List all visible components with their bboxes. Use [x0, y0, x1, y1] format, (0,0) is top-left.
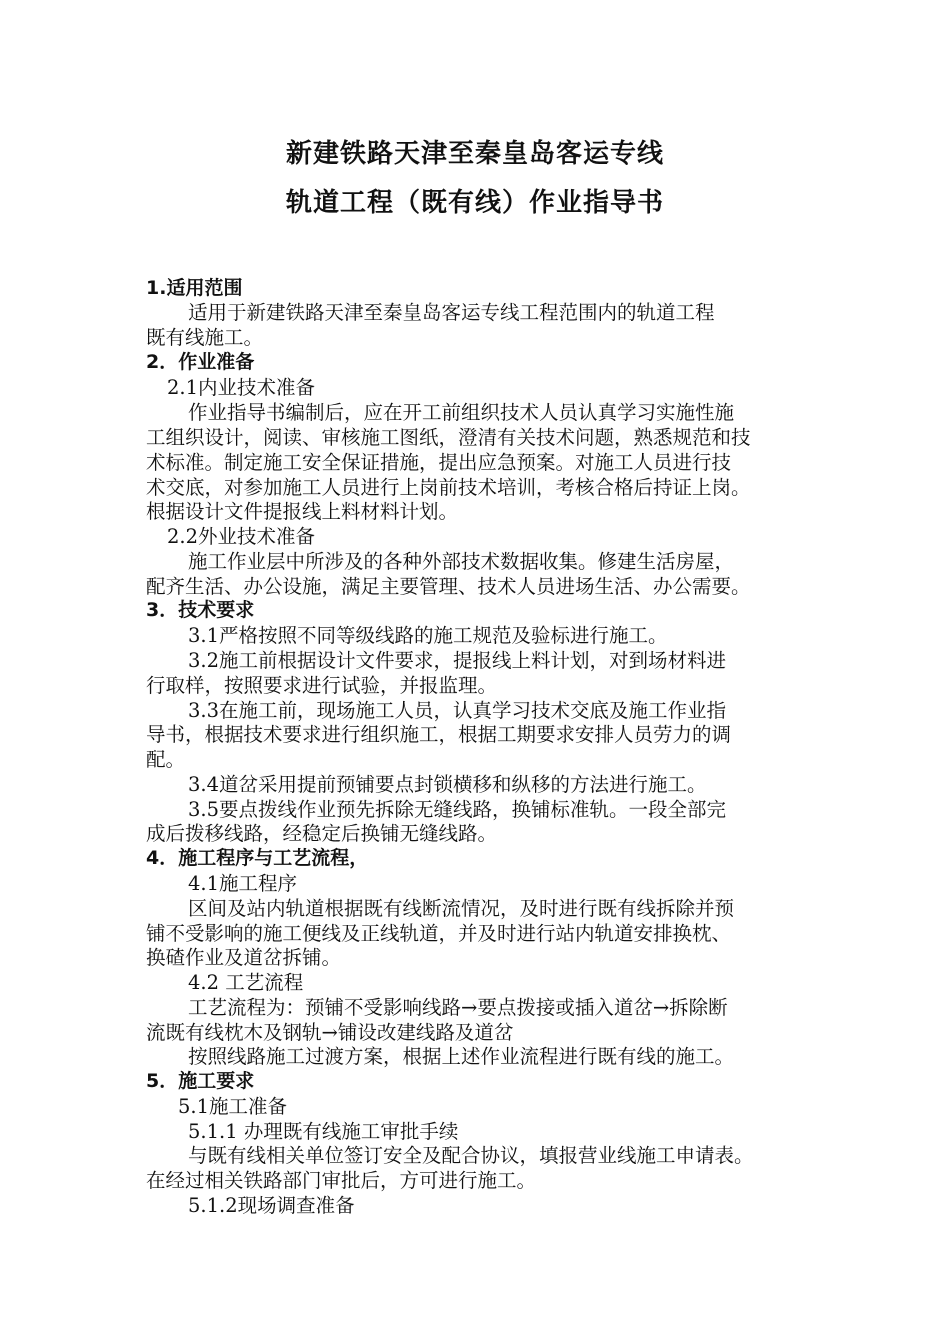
paragraph-line: 铺不受影响的施工便线及正线轨道，并及时进行站内轨道安排换枕、 [146, 922, 732, 945]
paragraph-line: 2.2外业技术准备 [167, 525, 316, 548]
paragraph-line: 区间及站内轨道根据既有线断流情况，及时进行既有线拆除并预 [188, 897, 735, 920]
paragraph-line: 流既有线枕木及钢轨→铺设改建线路及道岔 [146, 1021, 514, 1044]
paragraph-line: 5.1.2现场调查准备 [188, 1194, 355, 1217]
paragraph-line: 工组织设计，阅读、审核施工图纸，澄清有关技术问题，熟悉规范和技 [146, 426, 751, 449]
section-heading: 2．作业准备 [146, 351, 255, 373]
paragraph-line: 根据设计文件提报线上料材料计划。 [146, 500, 459, 523]
paragraph-line: 换碴作业及道岔拆铺。 [146, 946, 342, 969]
document-title-line-2: 轨道工程（既有线）作业指导书 [285, 188, 664, 218]
paragraph-line: 3.4道岔采用提前预铺要点封锁横移和纵移的方法进行施工。 [188, 773, 707, 796]
paragraph-line: 5.1.1 办理既有线施工审批手续 [188, 1120, 459, 1143]
paragraph-line: 配。 [146, 748, 186, 771]
document-title-line-1: 新建铁路天津至秦皇岛客运专线 [285, 139, 664, 169]
paragraph-line: 2.1内业技术准备 [167, 376, 316, 399]
paragraph-line: 作业指导书编制后，应在开工前组织技术人员认真学习实施性施 [188, 401, 735, 424]
paragraph-line: 3.2施工前根据设计文件要求，提报线上料计划，对到场材料进 [188, 649, 727, 672]
paragraph-line: 3.1严格按照不同等级线路的施工规范及验标进行施工。 [188, 624, 668, 647]
paragraph-line: 5.1施工准备 [178, 1095, 288, 1118]
paragraph-line: 术标准。制定施工安全保证措施，提出应急预案。对施工人员进行技 [146, 451, 732, 474]
paragraph-line: 配齐生活、办公设施，满足主要管理、技术人员进场生活、办公需要。 [146, 575, 751, 598]
paragraph-line: 按照线路施工过渡方案，根据上述作业流程进行既有线的施工。 [188, 1045, 735, 1068]
paragraph-line: 既有线施工。 [146, 326, 264, 349]
paragraph-line: 行取样，按照要求进行试验，并报监理。 [146, 674, 498, 697]
paragraph-line: 导书，根据技术要求进行组织施工，根据工期要求安排人员劳力的调 [146, 723, 732, 746]
paragraph-line: 4.1施工程序 [188, 872, 298, 895]
paragraph-line: 与既有线相关单位签订安全及配合协议，填报营业线施工申请表。 [188, 1144, 754, 1167]
section-heading: 4．施工程序与工艺流程， [146, 847, 369, 869]
paragraph-line: 工艺流程为：预铺不受影响线路→要点拨接或插入道岔→拆除断 [188, 996, 728, 1019]
paragraph-line: 成后拨移线路，经稳定后换铺无缝线路。 [146, 822, 498, 845]
paragraph-line: 4.2 工艺流程 [188, 971, 304, 994]
paragraph-line: 在经过相关铁路部门审批后，方可进行施工。 [146, 1169, 537, 1192]
section-heading: 1.适用范围 [146, 277, 243, 299]
paragraph-line: 施工作业层中所涉及的各种外部技术数据收集。修建生活房屋， [188, 550, 735, 573]
paragraph-line: 适用于新建铁路天津至秦皇岛客运专线工程范围内的轨道工程 [188, 301, 715, 324]
paragraph-line: 3.5要点拨线作业预先拆除无缝线路，换铺标准轨。一段全部完 [188, 798, 727, 821]
paragraph-line: 术交底，对参加施工人员进行上岗前技术培训，考核合格后持证上岗。 [146, 476, 751, 499]
paragraph-line: 3.3在施工前，现场施工人员，认真学习技术交底及施工作业指 [188, 699, 727, 722]
section-heading: 3．技术要求 [146, 599, 255, 621]
section-heading: 5．施工要求 [146, 1070, 255, 1092]
